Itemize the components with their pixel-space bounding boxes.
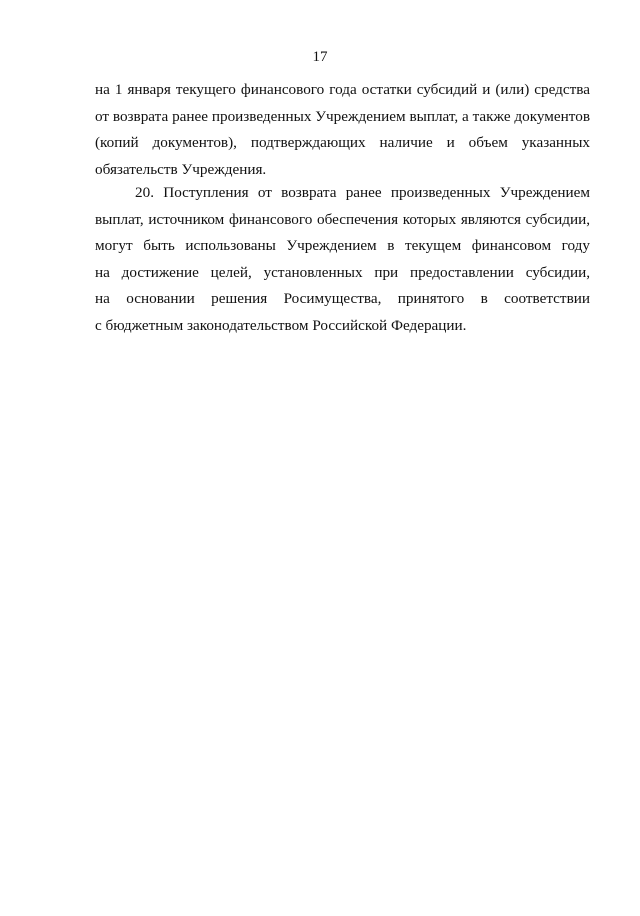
paragraph-1-line-4: обязательств Учреждения. (95, 160, 267, 178)
paragraph-1-line-2: от возврата ранее произведенных Учреждением выплат, а также документов (95, 107, 590, 125)
paragraph-1 (95, 77, 590, 183)
paragraph-2-line-6: с бюджетным законодательством Российской Федерации. (95, 316, 467, 334)
paragraph-2-line-2: выплат, источником финансового обеспечения которых являются субсидии, (95, 210, 590, 228)
paragraph-2-line-3: могут быть использованы Учреждением в текущем финансовом году (95, 237, 590, 255)
paragraph-2-line-4: на достижение целей, установленных при предоставлении субсидии, (95, 263, 590, 281)
paragraph-2 (95, 180, 590, 340)
paragraph-1-line-3: (копий документов), подтверждающих наличие и объем указанных (95, 134, 590, 152)
page-number: 17 (312, 49, 328, 65)
paragraph-2-line-1: 20. Поступления от возврата ранее произведенных Учреждением (135, 184, 590, 201)
paragraph-2-line-5: на основании решения Росимущества, принятого в соответствии (95, 290, 590, 308)
paragraph-1-line-1: на 1 января текущего финансового года остатки субсидий и (или) средства (95, 81, 590, 98)
